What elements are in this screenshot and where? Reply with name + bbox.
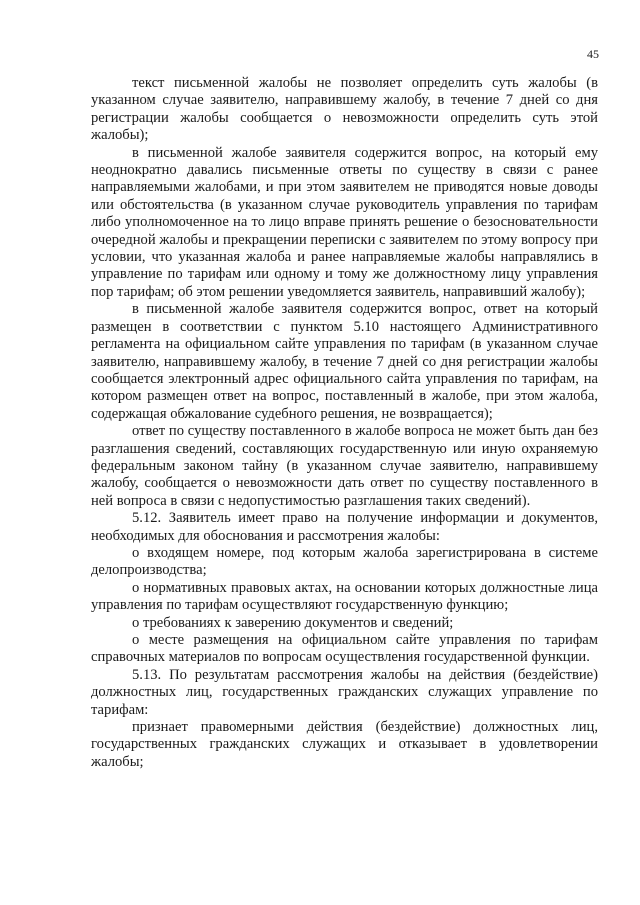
paragraph: текст письменной жалобы не позволяет определить суть жалобы (в указанном случае заявителю, направившему жалобу, в течение 7 дней со дня регистрации жалобы сообщается о невозможности определить суть этой жалобы);: [91, 75, 598, 144]
paragraph: в письменной жалобе заявителя содержится вопрос, ответ на который размещен в соответствии с пунктом 5.10 настоящего Административного регламента на официальном сайте управления по тарифам (в указанном случае заявителю, направившему жалобу, в течение 7 дней со дня регистрации жалобы сообщается электронный адрес официального сайта управления по тарифам, на котором размещен ответ на вопрос, поставленный в жалобе, при этом жалоба, содержащая обжалование судебного решения, не возвращается);: [91, 301, 598, 422]
document-body: [91, 75, 598, 771]
paragraph: о требованиях к заверению документов и сведений;: [132, 614, 454, 631]
paragraph: в письменной жалобе заявителя содержится вопрос, на который ему неоднократно давались письменные ответы по существу в связи с ранее направляемыми жалобами, и при этом заявителем не приводятся новые доводы или обстоятельства (в указанном случае руководитель управления по тарифам либо уполномоченное на то лицо вправе принять решение о безосновательности очередной жалобы и прекращении переписки с заявителем по этому вопросу при условии, что указанная жалоба и ранее направляемые жалобы направлялись в управление по тарифам или одному и тому же должностному лицу управления пор тарифам; об этом решении уведомляется заявитель, направивший жалобу);: [91, 144, 598, 300]
paragraph: ответ по существу поставленного в жалобе вопроса не может быть дан без разглашения сведений, составляющих государственную или иную охраняемую федеральным законом тайну (в указанном случае заявителю, направившему жалобу, сообщается о невозможности дать ответ по существу поставленного в ней вопроса в связи с недопустимостью разглашения таких сведений).: [91, 423, 598, 509]
page-number: 45: [587, 47, 599, 61]
paragraph: 5.12. Заявитель имеет право на получение информации и документов, необходимых для обоснования и рассмотрения жалобы:: [91, 510, 598, 544]
paragraph: о входящем номере, под которым жалоба зарегистрирована в системе делопроизводства;: [91, 544, 598, 579]
paragraph: о нормативных правовых актах, на основании которых должностные лица управления по тарифам осуществляют государственную функцию;: [91, 579, 598, 614]
paragraph: признает правомерными действия (бездействие) должностных лиц, государственных гражданских служащих и отказывает в удовлетворении жалобы;: [91, 719, 598, 770]
paragraph: о месте размещения на официальном сайте управления по тарифам справочных материалов по вопросам осуществления государственной функции.: [91, 632, 598, 666]
paragraph: 5.13. По результатам рассмотрения жалобы на действия (бездействие) должностных лиц, государственных гражданских служащих управление по тарифам:: [91, 666, 598, 718]
